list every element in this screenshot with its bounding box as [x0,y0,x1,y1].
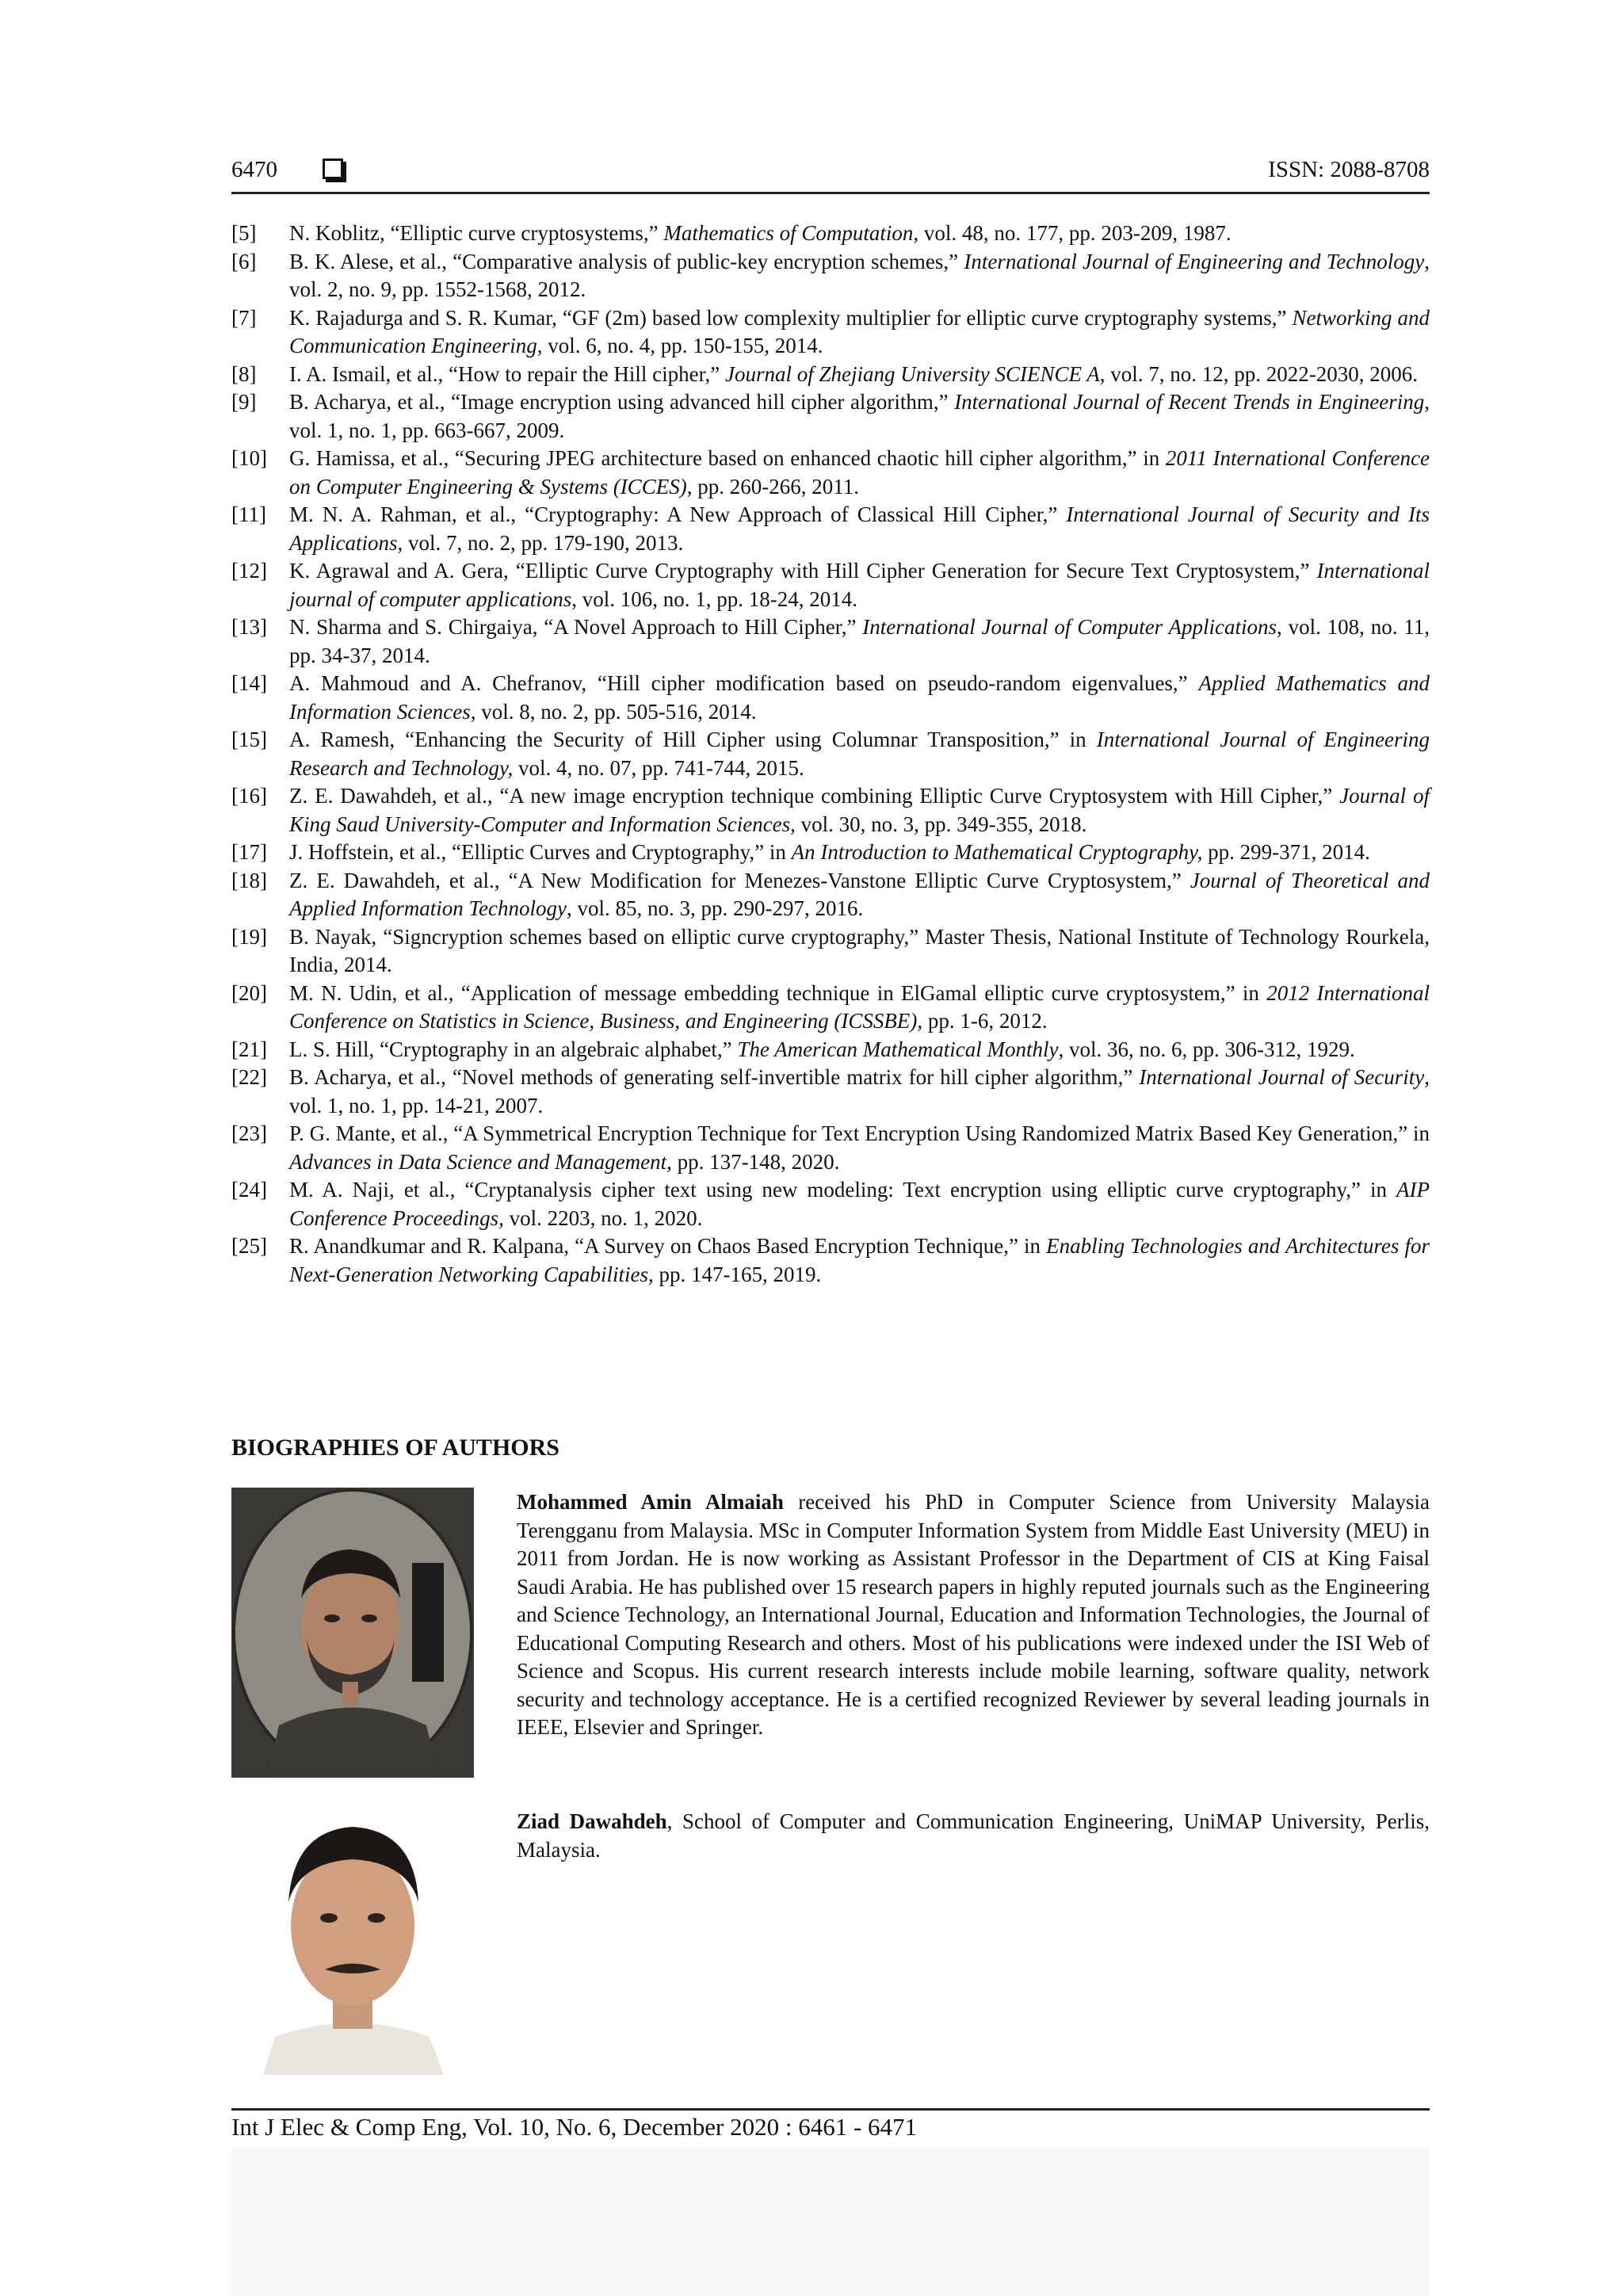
reference-text [289,923,1430,980]
reference-segment: pp. 147-165, 2019. [653,1262,822,1286]
reference-source: Journal of Zhejiang University SCIENCE A [725,361,1100,386]
reference-number: [20] [231,980,267,1005]
reference-source: Applied Mathematics and Information Sciences [289,671,1430,724]
reference-number: [25] [231,1234,267,1258]
reference-segment: , vol. 36, no. 6, pp. 306-312, 1929. [1058,1037,1355,1061]
reference-source: 2012 International Conference on Statistics in Science, Business, and Engineering (ICSSBE), [289,980,1430,1033]
reference-item [231,220,1430,248]
page-number: 6470 [231,157,277,182]
reference-segment: , vol. 6, no. 4, pp. 150-155, 2014. [537,334,823,357]
reference-text [289,388,1430,445]
reference-number: [17] [231,840,267,864]
reference-number: [23] [231,1121,267,1145]
reference-number: [9] [231,390,257,414]
reference-segment: , vol. 48, no. 177, pp. 203-209, 1987. [913,221,1232,245]
reference-source: Mathematics of Computation [663,221,914,245]
reference-number: [21] [231,1037,267,1061]
reference-segment: , vol. 1, no. 1, pp. 663-667, 2009. [289,390,1430,442]
reference-segment: Z. E. Dawahdeh, et al., “A New Modification for Menezes-Vanstone Elliptic Curve Cryptosystem,” [289,868,1190,892]
reference-segment: G. Hamissa, et al., “Securing JPEG architecture based on enhanced chaotic hill cipher algorithm,” in [289,446,1166,470]
reference-source: International journal of computer applications [289,559,1430,611]
reference-segment: , vol. 7, no. 12, pp. 2022-2030, 2006. [1099,361,1418,386]
reference-segment: I. A. Ismail, et al., “How to repair the Hill cipher,” [289,361,725,386]
reference-item [231,361,1430,389]
reference-item [231,304,1430,361]
reference-item [231,1120,1430,1176]
reference-source: Journal of King Saud University-Computer and Information Sciences [289,784,1430,836]
reference-source: An Introduction to Mathematical Cryptography, [791,840,1203,864]
reference-item [231,557,1430,613]
reference-segment: L. S. Hill, “Cryptography in an algebraic alphabet,” [289,1037,738,1061]
reference-segment: A. Mahmoud and A. Chefranov, “Hill cipher modification based on pseudo-random eigenvalues,” [289,671,1199,695]
reference-text [289,445,1430,501]
reference-number: [19] [231,924,267,949]
issn-label: ISSN: 2088-8708 [1268,157,1430,182]
reference-text [289,1064,1430,1120]
reference-segment: B. Acharya, et al., “Image encryption using advanced hill cipher algorithm,” [289,390,955,414]
reference-segment: J. Hoffstein, et al., “Elliptic Curves and Cryptography,” in [289,840,792,864]
reference-segment: K. Agrawal and A. Gera, “Elliptic Curve Cryptography with Hill Cipher Generation for Secure Text Cryptosystem,” [289,559,1317,583]
reference-segment: , vol. 106, no. 1, pp. 18-24, 2014. [571,586,857,611]
reference-number: [10] [231,446,267,470]
reference-item [231,670,1430,726]
reference-text [289,1036,1430,1064]
reference-item [231,1036,1430,1064]
reference-source: 2011 International Conference on Computer Engineering & Systems (ICCES), [289,446,1430,499]
reference-text [289,839,1430,867]
reference-source: International Journal of Computer Applications [862,615,1277,639]
reference-number: [18] [231,868,267,892]
reference-item [231,1232,1430,1289]
reference-segment: pp. 1-6, 2012. [922,1009,1048,1033]
reference-list [231,220,1430,1289]
biographies-heading: BIOGRAPHIES OF AUTHORS [231,1435,559,1461]
reference-source: Networking and Communication Engineering [289,305,1430,357]
reference-source: Advances in Data Science and Management, [289,1149,672,1174]
reference-text [289,980,1430,1036]
reference-segment: A. Ramesh, “Enhancing the Security of Hill Cipher using Columnar Transposition,” in [289,728,1097,751]
reference-number: [24] [231,1178,267,1201]
reference-text [289,1232,1430,1289]
reference-segment: N. Sharma and S. Chirgaiya, “A Novel Approach to Hill Cipher,” [289,615,863,639]
author-bio-text: received his PhD in Computer Science from University Malaysia Terengganu from Malaysia. MSc in Computer Information System from Middle East University (MEU) in 2011 from Jordan. He is now working as Assistant Professor in the Department of CIS at King Faisal Saudi Arabia. He has published over 15 research papers in highly reputed journals such as the Engineering and Science Technology, an International Journal, Education and Information Technologies, the Journal of Educational Computing Research and others. Most of his publications were indexed under the ISI Web of Science and Scopus. His current research interests include mobile learning, software quality, network security and technology acceptance. He is a certified recognized Reviewer by several leading journals in IEEE, Elsevier and Springer. [517,1490,1430,1739]
reference-text [289,670,1430,726]
reference-source: The American Mathematical Monthly [737,1037,1059,1061]
reference-text [289,726,1430,782]
reference-source: International Journal of Engineering and Technology [964,249,1425,273]
reference-segment: Z. E. Dawahdeh, et al., “A new image encryption technique combining Elliptic Curve Cryptosystem with Hill Cipher,” [289,784,1340,808]
reference-number: [22] [231,1065,267,1089]
reference-text [289,304,1430,361]
reference-segment: B. Acharya, et al., “Novel methods of generating self-invertible matrix for hill cipher algorithm,” [289,1065,1140,1089]
page-header [231,152,1430,194]
author-bio-almaiah [517,1488,1430,1742]
reference-number: [14] [231,671,267,695]
reference-text [289,1120,1430,1176]
reference-source: Journal of Theoretical and Applied Information Technology [289,868,1430,920]
reference-source: Enabling Technologies and Architectures for Next-Generation Networking Capabilities, [289,1234,1430,1286]
footer-citation: Int J Elec & Comp Eng, Vol. 10, No. 6, December 2020 : 6461 - 6471 [231,2113,918,2141]
reference-text [289,782,1430,839]
reference-number: [13] [231,615,267,639]
author-bio-text: , School of Computer and Communication Engineering, UniMAP University, Perlis, Malaysia. [517,1809,1430,1862]
reference-text [289,613,1430,670]
reference-segment: , vol. 85, no. 3, pp. 290-297, 2016. [566,896,864,920]
reference-segment: , vol. 7, no. 2, pp. 179-190, 2013. [397,530,684,555]
reference-text [289,361,1430,389]
reference-item [231,1064,1430,1120]
reference-segment: pp. 260-266, 2011. [692,474,859,499]
reference-segment: B. Nayak, “Signcryption schemes based on elliptic curve cryptography,” Master Thesis, National Institute of Technology Rourkela, India, 2014. [289,924,1430,976]
reference-number: [7] [231,305,257,330]
reference-text [289,220,1430,248]
reference-segment: , vol. 8, no. 2, pp. 505-516, 2014. [470,699,757,724]
reference-source: International Journal of Engineering Research and Technology, [289,728,1430,780]
reference-item [231,923,1430,980]
footer-background [231,2148,1430,2296]
reference-segment: pp. 299-371, 2014. [1202,840,1370,864]
square-bullet-icon [323,159,343,179]
reference-segment: B. K. Alese, et al., “Comparative analysis of public-key encryption schemes,” [289,249,964,273]
reference-item [231,613,1430,670]
author-name: Ziad Dawahdeh [517,1809,667,1833]
reference-segment: vol. 4, no. 07, pp. 741-744, 2015. [513,755,804,780]
reference-item [231,726,1430,782]
reference-text [289,248,1430,304]
author-name: Mohammed Amin Almaiah [517,1490,784,1514]
reference-segment: R. Anandkumar and R. Kalpana, “A Survey on Chaos Based Encryption Technique,” in [289,1234,1047,1258]
reference-item [231,501,1430,557]
reference-segment: vol. 2203, no. 1, 2020. [503,1205,703,1230]
reference-number: [5] [231,221,257,245]
reference-text [289,557,1430,613]
reference-item [231,782,1430,839]
reference-number: [12] [231,559,267,583]
author-photo-dawahdeh [231,1807,474,2075]
reference-text [289,867,1430,923]
reference-number: [6] [231,249,257,273]
reference-segment: N. Koblitz, “Elliptic curve cryptosystems,” [289,221,664,245]
reference-segment: , vol. 2, no. 9, pp. 1552-1568, 2012. [289,249,1430,301]
reference-segment: M. N. A. Rahman, et al., “Cryptography: A New Approach of Classical Hill Cipher,” [289,502,1067,526]
reference-segment: , vol. 1, no. 1, pp. 14-21, 2007. [289,1065,1430,1117]
reference-number: [11] [231,502,266,526]
reference-segment: P. G. Mante, et al., “A Symmetrical Encryption Technique for Text Encryption Using Randomized Matrix Based Key Generation,” in [289,1121,1430,1145]
reference-item [231,867,1430,923]
reference-segment: M. N. Udin, et al., “Application of message embedding technique in ElGamal elliptic curve cryptosystem,” in [289,980,1267,1005]
reference-segment: , vol. 30, no. 3, pp. 349-355, 2018. [790,812,1087,836]
reference-item [231,839,1430,867]
reference-source: International Journal of Security [1139,1065,1425,1089]
reference-text [289,501,1430,557]
reference-segment: , vol. 108, no. 11, pp. 34-37, 2014. [289,615,1430,667]
reference-number: [15] [231,728,267,751]
reference-item [231,980,1430,1036]
reference-item [231,1176,1430,1232]
reference-segment: K. Rajadurga and S. R. Kumar, “GF (2m) based low complexity multiplier for elliptic curve cryptography systems,” [289,305,1293,330]
reference-number: [8] [231,361,257,386]
reference-segment: pp. 137-148, 2020. [671,1149,840,1174]
reference-source: International Journal of Recent Trends in Engineering [954,390,1425,414]
reference-number: [16] [231,784,267,808]
reference-item [231,388,1430,445]
author-photo-almaiah [231,1488,474,1778]
author-bio-dawahdeh [517,1808,1430,1864]
reference-item [231,445,1430,501]
reference-source: International Journal of Security and Its Applications [289,502,1430,555]
reference-segment: M. A. Naji, et al., “Cryptanalysis cipher text using new modeling: Text encryption using elliptic curve cryptography,” in [289,1178,1397,1201]
reference-text [289,1176,1430,1232]
reference-source: AIP Conference Proceedings, [289,1178,1430,1230]
footer-rule [231,2108,1430,2111]
reference-item [231,248,1430,304]
